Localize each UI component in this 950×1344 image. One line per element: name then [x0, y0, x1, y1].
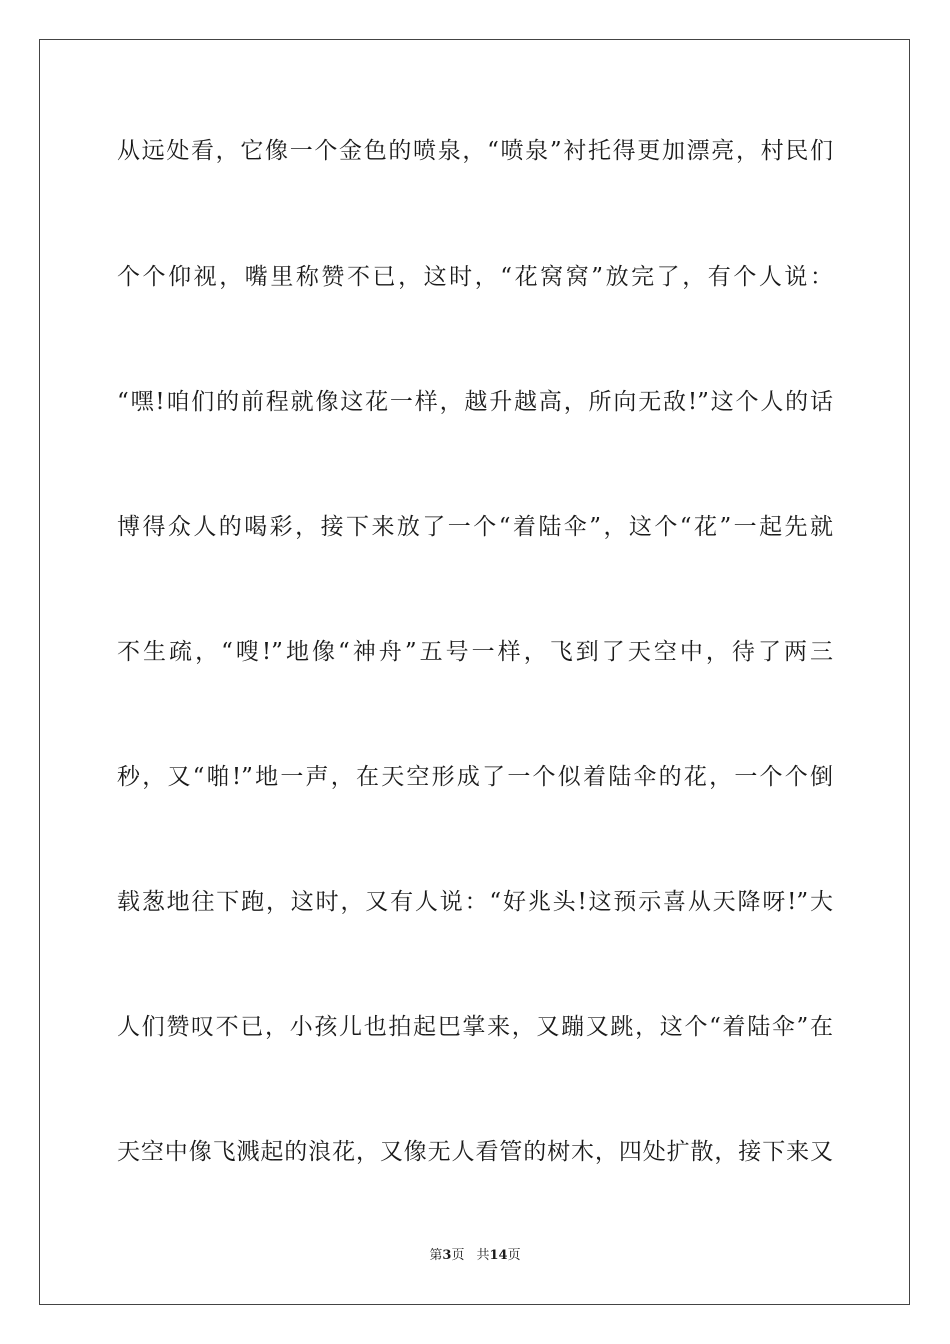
text-line: 不生疏，“嗖!”地像“神舟”五号一样，飞到了天空中，待了两三: [117, 639, 833, 665]
total-pages-number: 14: [489, 1248, 508, 1263]
text-line: 个个仰视，嘴里称赞不已，这时，“花窝窝”放完了，有个人说：: [117, 264, 833, 290]
text-line: 博得众人的喝彩，接下来放了一个“着陆伞”，这个“花”一起先就: [117, 514, 833, 540]
current-page-number: 3: [442, 1248, 452, 1263]
text-line: 从远处看，它像一个金色的喷泉，“喷泉”衬托得更加漂亮，村民们: [117, 138, 833, 164]
page-border: [39, 39, 910, 1305]
text-line: 人们赞叹不已，小孩儿也拍起巴掌来，又蹦又跳，这个“着陆伞”在: [117, 1014, 833, 1040]
page-label-suffix: 页: [451, 1248, 465, 1263]
total-label-prefix: 共: [476, 1248, 490, 1263]
page-label-prefix: 第: [429, 1248, 443, 1263]
page-footer: [0, 1247, 950, 1265]
total-label-suffix: 页: [507, 1248, 521, 1263]
text-line: “嘿!咱们的前程就像这花一样，越升越高，所向无敌!”这个人的话: [117, 389, 833, 415]
text-line: 载葱地往下跑，这时，又有人说：“好兆头!这预示喜从天降呀!”大: [117, 889, 833, 915]
text-line: 天空中像飞溅起的浪花，又像无人看管的树木，四处扩散，接下来又: [117, 1139, 833, 1165]
text-line: 秒，又“啪!”地一声，在天空形成了一个似着陆伞的花，一个个倒: [117, 764, 833, 790]
